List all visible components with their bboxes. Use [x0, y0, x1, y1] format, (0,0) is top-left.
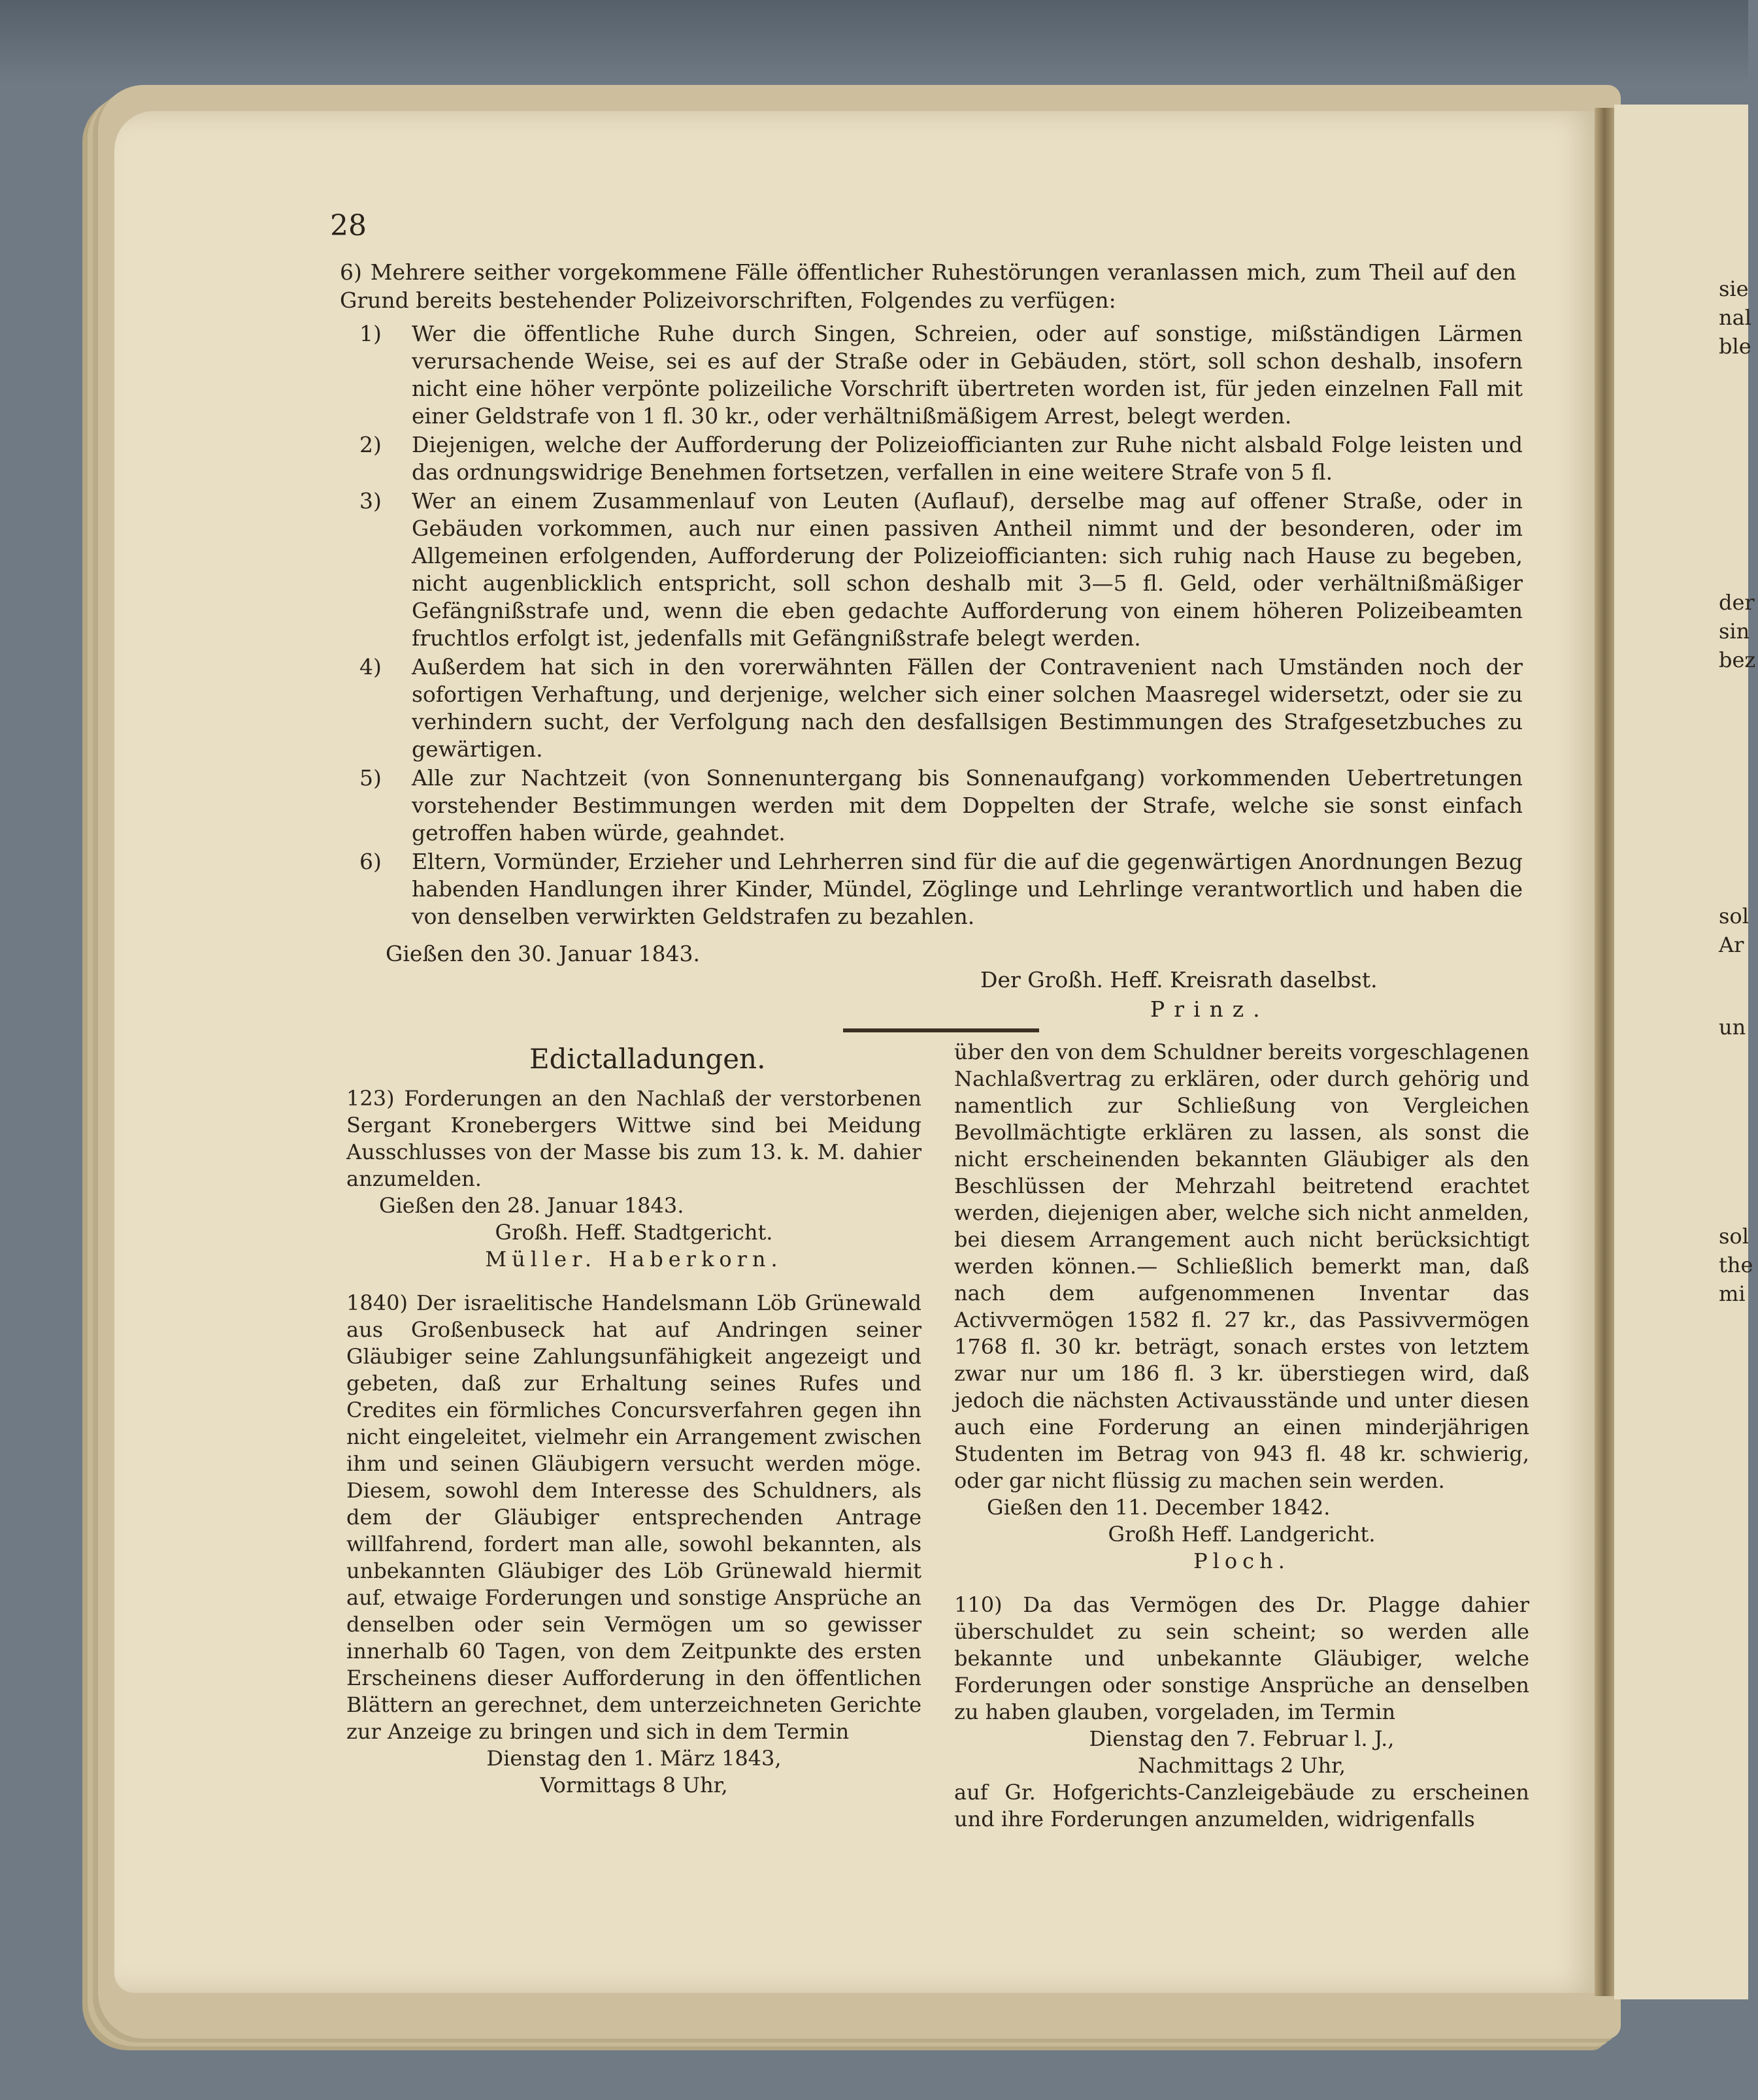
ordinance-item	[359, 653, 1523, 763]
signer-name: Prinz.	[1150, 996, 1269, 1022]
ordinance-item	[359, 487, 1523, 652]
place-date: Gießen den 30. Januar 1843.	[386, 941, 700, 966]
notice-text: 123) Forderungen an den Nachlaß der verstorbenen Sergant Kronebergers Wittwe sind bei Meidung Ausschlusses von der Masse bis zum 13. k. M. dahier anzumelden.	[346, 1086, 921, 1191]
notice-123	[346, 1085, 921, 1273]
item-number: 3)	[359, 488, 382, 514]
item-number: 4)	[359, 654, 382, 680]
notice-court: Großh. Heff. Stadtgericht.	[495, 1220, 773, 1245]
item-text: Eltern, Vormünder, Erzieher und Lehrherren sind für die auf die gegenwärtigen Anordnungen Bezug habenden Handlungen ihrer Kinder, Mündel, Zöglinge und Lehrlinge verantwortlich und haben die von denselben verwirkten Geldstrafen zu bezahlen.	[412, 849, 1523, 929]
ordinance-item	[359, 320, 1523, 430]
section-heading: Edictalladungen.	[529, 1043, 766, 1075]
notice-date: Gießen den 28. Januar 1843.	[379, 1193, 684, 1218]
left-column	[346, 1045, 921, 1816]
ordinance-items	[359, 320, 1523, 932]
item-number: 1)	[359, 321, 382, 346]
notice-text: über den von dem Schuldner bereits vorgeschlagenen Nachlaßvertrag zu erklären, oder durch gehörig und namentlich zur Schließung von Vergleichen Bevollmächtigte erklären zu lassen, als sonst die nicht erscheinenden bekannten Gläubiger als den Beschlüssen der Mehrzahl beitretend erachtet werden, diejenigen aber, welche sich nicht anmelden, bei diesem Arrangement auch nicht berücksichtigt werden können.— Schließlich bemerkt man, daß nach dem aufgenommenen Inventar das Activvermögen 1582 fl. 27 kr., das Passivvermögen 1768 fl. 30 kr. beträgt, sonach erstes von letztem zwar nur um 186 fl. 3 kr. überstiegen wird, daß jedoch die nächsten Activausstände und unter diesen auch eine Forderung an einen minderjährigen Studenten im Betrag von 943 fl. 48 kr. schwierig, oder gar nicht flüssig zu machen sein werden.	[954, 1040, 1529, 1493]
facing-page-fragment: sol the mi	[1719, 1224, 1753, 1306]
item-text: Wer an einem Zusammenlauf von Leuten (Auflauf), derselbe mag auf offener Straße, oder in Gebäuden vorkommen, auch nur einen passiven Antheil nimmt und der besonderen, oder im Allgemeinen erfolgenden, Aufforderung der Polizeiofficianten: sich ruhig nach Hause zu begeben, nicht augenblicklich entspricht, soll schon deshalb mit 3—5 fl. Geld, oder verhältnißmäßiger Gefängnißstrafe und, wenn die eben gedachte Aufforderung von einem höheren Polizeibeamten fruchtlos erfolgt ist, jedenfalls mit Gefängnißstrafe belegt werden.	[412, 488, 1523, 651]
item-text: Wer die öffentliche Ruhe durch Singen, Schreien, oder auf sonstige, mißständigen Lärmen verursachende Weise, sei es auf der Straße oder in Gebäuden, stört, soll schon deshalb, insofern nicht eine höher verpönte polizeiliche Vorschrift übertreten worden ist, für jeden einzelnen Fall mit einer Geldstrafe von 1 fl. 30 kr., oder verhältnißmäßigem Arrest, belegt werden.	[412, 321, 1523, 429]
notice-term-time: Vormittags 8 Uhr,	[540, 1773, 728, 1797]
notice-court: Großh Heff. Landgericht.	[1108, 1522, 1376, 1547]
item-text: Außerdem hat sich in den vorerwähnten Fällen der Contravenient nach Umständen noch der sofortigen Verhaftung, und derjenige, welcher sich einer solchen Maasregel widersetzt, oder sie zu verhindern sucht, der Verfolgung nach den desfallsigen Bestimmungen des Strafgesetzbuches zu gewärtigen.	[412, 654, 1523, 762]
notice-1840	[346, 1290, 921, 1799]
notice-term-date: Dienstag den 7. Februar l. J.,	[1089, 1726, 1395, 1751]
facing-page-fragment: der sin bez	[1719, 590, 1756, 672]
scan-background	[0, 0, 1748, 85]
notice-signer: Ploch.	[1193, 1549, 1290, 1573]
facing-page-fragment: sie nal ble	[1719, 276, 1751, 359]
notice-term-time: Nachmittags 2 Uhr,	[1137, 1753, 1346, 1778]
section-divider	[843, 1028, 1039, 1032]
right-column	[954, 1039, 1529, 1850]
notice-1840-continued	[954, 1039, 1529, 1575]
facing-page-fragment: sol Ar	[1719, 904, 1749, 957]
item-number: 5)	[359, 765, 382, 791]
notice-110	[954, 1592, 1529, 1833]
issuing-authority: Der Großh. Heff. Kreisrath daselbst.	[980, 967, 1378, 993]
notice-text: 1840) Der israelitische Handelsmann Löb Grünewald aus Großenbuseck hat auf Andringen seiner Gläubiger seine Zahlungsunfähigkeit angezeigt und gebeten, daß zur Erhaltung seines Rufes und Credites ein förmliches Concursverfahren gegen ihn nicht eingeleitet, vielmehr ein Arrangement zwischen ihm und seinen Gläubigern versucht werden möge. Diesem, sowohl dem Interesse des Schuldners, als dem der Gläubiger entsprechenden Antrage willfahrend, fordert man alle, sowohl bekannten, als unbekannten Gläubiger des Löb Grünewald hiermit auf, etwaige Forderungen und sonstige Ansprüche an denselben oder sein Vermögen um so gewisser innerhalb 60 Tagen, von dem Zeitpunkte des ersten Erscheinens dieser Aufforderung in den öffentlichen Blättern an gerechnet, dem unterzeichneten Gerichte zur Anzeige zu bringen und sich in dem Termin	[346, 1290, 921, 1744]
ordinance-item	[359, 431, 1523, 486]
notice-tail: auf Gr. Hofgerichts-Canzleigebäude zu erscheinen und ihre Forderungen anzumelden, widrigenfalls	[954, 1780, 1529, 1831]
notice-text: 110) Da das Vermögen des Dr. Plagge dahier überschuldet zu sein scheint; so werden alle bekannte und unbekannte Gläubiger, welche Forderungen oder sonstige Ansprüche an denselben zu haben glauben, vorgeladen, im Termin	[954, 1592, 1529, 1724]
intro-paragraph: 6) Mehrere seither vorgekommene Fälle öffentlicher Ruhestörungen veranlassen mich, zum Theil auf den Grund bereits bestehender Polizeivorschriften, Folgendes zu verfügen:	[340, 259, 1516, 313]
facing-page-edge	[1614, 105, 1748, 1999]
ordinance-item	[359, 764, 1523, 847]
item-number: 2)	[359, 432, 382, 457]
book-gutter	[1595, 108, 1614, 1996]
ordinance-item	[359, 848, 1523, 930]
notice-term-date: Dienstag den 1. März 1843,	[486, 1746, 782, 1771]
item-text: Diejenigen, welche der Aufforderung der Polizeiofficianten zur Ruhe nicht alsbald Folge leisten und das ordnungswidrige Benehmen fortsetzen, verfallen in eine weitere Strafe von 5 fl.	[412, 432, 1523, 485]
page-number: 28	[330, 209, 367, 242]
item-number: 6)	[359, 849, 382, 874]
item-text: Alle zur Nachtzeit (von Sonnenuntergang bis Sonnenaufgang) vorkommenden Uebertretungen vorstehender Bestimmungen werden mit dem Doppelten der Strafe, welche sie sonst einfach getroffen haben würde, geahndet.	[412, 765, 1523, 845]
notice-date: Gießen den 11. December 1842.	[987, 1495, 1331, 1520]
facing-page-fragment: un	[1719, 1015, 1746, 1040]
notice-signers: Müller. Haberkorn.	[485, 1247, 783, 1271]
